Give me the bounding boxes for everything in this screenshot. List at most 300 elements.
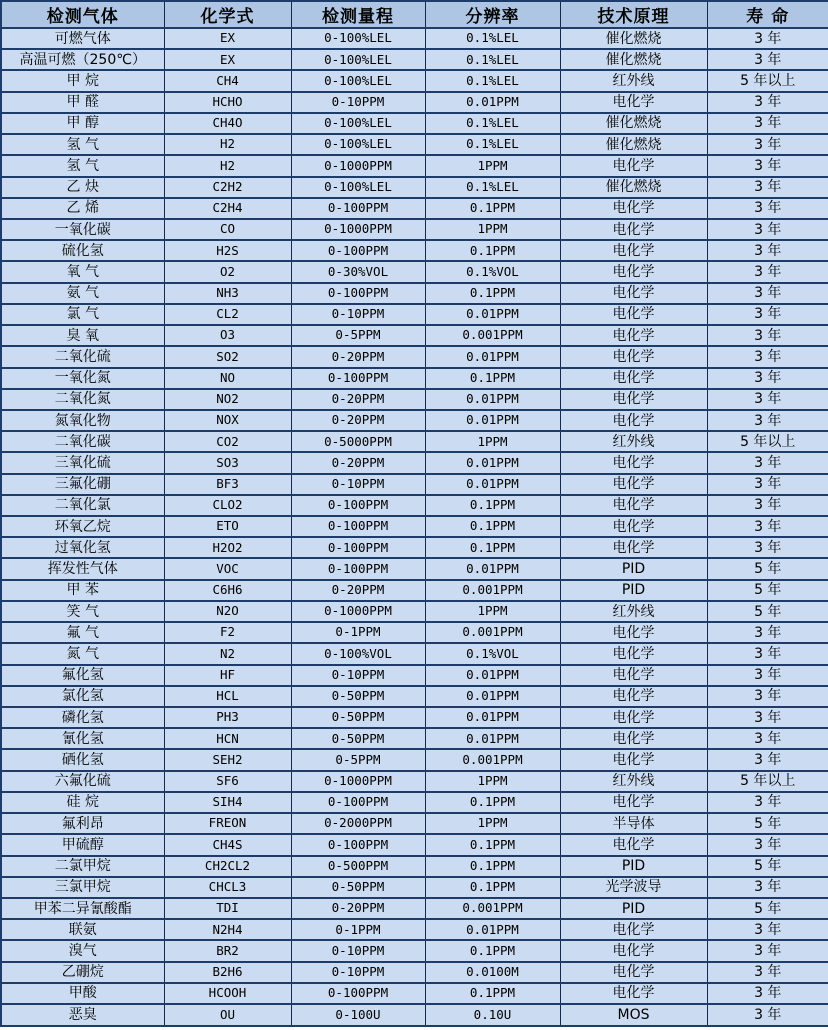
cell-detection-range: 0-10PPM: [291, 474, 425, 495]
cell-chemical-formula: HF: [164, 665, 291, 686]
cell-chemical-formula: CHCL3: [164, 877, 291, 898]
cell-chemical-formula: SO2: [164, 346, 291, 367]
cell-detection-range: 0-50PPM: [291, 877, 425, 898]
column-header-3: 分辨率: [425, 1, 560, 28]
cell-chemical-formula: SIH4: [164, 792, 291, 813]
cell-resolution: 0.01PPM: [425, 474, 560, 495]
cell-detection-range: 0-100%LEL: [291, 49, 425, 70]
table-row: [1, 304, 828, 325]
table-row: [1, 537, 828, 558]
cell-detection-range: 0-20PPM: [291, 346, 425, 367]
cell-gas-name: 笑 气: [1, 601, 164, 622]
cell-gas-name: 二氧化硫: [1, 346, 164, 367]
cell-gas-name: 恶臭: [1, 1004, 164, 1026]
cell-technology: 电化学: [560, 537, 707, 558]
cell-resolution: 0.1PPM: [425, 198, 560, 219]
cell-gas-name: 一氧化碳: [1, 219, 164, 240]
cell-lifespan: 3 年: [707, 686, 828, 707]
table-row: [1, 28, 828, 49]
cell-resolution: 0.0100M: [425, 962, 560, 983]
cell-lifespan: 3 年: [707, 389, 828, 410]
cell-detection-range: 0-500PPM: [291, 856, 425, 877]
table-row: [1, 410, 828, 431]
cell-detection-range: 0-10PPM: [291, 665, 425, 686]
table-row: [1, 665, 828, 686]
table-row: [1, 792, 828, 813]
cell-lifespan: 3 年: [707, 643, 828, 664]
cell-detection-range: 0-100%LEL: [291, 134, 425, 155]
cell-resolution: 0.01PPM: [425, 707, 560, 728]
cell-lifespan: 3 年: [707, 261, 828, 282]
cell-gas-name: 甲苯二异氰酸酯: [1, 898, 164, 919]
table-row: [1, 49, 828, 70]
cell-resolution: 0.01PPM: [425, 410, 560, 431]
cell-chemical-formula: BR2: [164, 940, 291, 961]
cell-resolution: 0.1PPM: [425, 940, 560, 961]
table-row: [1, 219, 828, 240]
cell-chemical-formula: TDI: [164, 898, 291, 919]
cell-resolution: 1PPM: [425, 219, 560, 240]
cell-technology: 电化学: [560, 474, 707, 495]
cell-lifespan: 3 年: [707, 410, 828, 431]
cell-lifespan: 3 年: [707, 665, 828, 686]
cell-gas-name: 氧 气: [1, 261, 164, 282]
cell-resolution: 0.001PPM: [425, 325, 560, 346]
cell-gas-name: 挥发性气体: [1, 558, 164, 579]
cell-gas-name: 甲酸: [1, 983, 164, 1004]
table-row: [1, 474, 828, 495]
cell-technology: PID: [560, 558, 707, 579]
cell-gas-name: 高温可燃（250℃）: [1, 49, 164, 70]
cell-technology: 电化学: [560, 919, 707, 940]
cell-technology: 催化燃烧: [560, 177, 707, 198]
table-row: [1, 177, 828, 198]
cell-detection-range: 0-100PPM: [291, 834, 425, 855]
table-row: [1, 834, 828, 855]
cell-detection-range: 0-100%VOL: [291, 643, 425, 664]
cell-gas-name: 氯化氢: [1, 686, 164, 707]
cell-lifespan: 3 年: [707, 155, 828, 176]
cell-gas-name: 可燃气体: [1, 28, 164, 49]
cell-lifespan: 3 年: [707, 325, 828, 346]
cell-detection-range: 0-10PPM: [291, 304, 425, 325]
cell-gas-name: 过氧化氢: [1, 537, 164, 558]
cell-resolution: 0.01PPM: [425, 304, 560, 325]
cell-technology: 催化燃烧: [560, 134, 707, 155]
cell-chemical-formula: SF6: [164, 771, 291, 792]
cell-lifespan: 3 年: [707, 877, 828, 898]
cell-lifespan: 5 年以上: [707, 771, 828, 792]
cell-chemical-formula: FREON: [164, 813, 291, 834]
cell-lifespan: 3 年: [707, 177, 828, 198]
cell-lifespan: 3 年: [707, 474, 828, 495]
cell-resolution: 0.01PPM: [425, 919, 560, 940]
cell-detection-range: 0-10PPM: [291, 92, 425, 113]
column-header-5: 寿 命: [707, 1, 828, 28]
cell-lifespan: 3 年: [707, 728, 828, 749]
table-row: [1, 92, 828, 113]
cell-chemical-formula: C2H4: [164, 198, 291, 219]
cell-technology: 电化学: [560, 495, 707, 516]
cell-lifespan: 5 年: [707, 601, 828, 622]
cell-gas-name: 溴气: [1, 940, 164, 961]
cell-gas-name: 联氨: [1, 919, 164, 940]
cell-detection-range: 0-5000PPM: [291, 431, 425, 452]
cell-chemical-formula: SO3: [164, 452, 291, 473]
column-header-2: 检测量程: [291, 1, 425, 28]
cell-technology: MOS: [560, 1004, 707, 1026]
table-row: [1, 601, 828, 622]
cell-chemical-formula: ETO: [164, 516, 291, 537]
cell-technology: 电化学: [560, 834, 707, 855]
cell-detection-range: 0-100PPM: [291, 558, 425, 579]
cell-technology: 电化学: [560, 346, 707, 367]
table-row: [1, 495, 828, 516]
cell-gas-name: 硫化氢: [1, 240, 164, 261]
cell-gas-name: 氰化氢: [1, 728, 164, 749]
cell-chemical-formula: N2: [164, 643, 291, 664]
cell-gas-name: 乙硼烷: [1, 962, 164, 983]
table-row: [1, 558, 828, 579]
cell-lifespan: 3 年: [707, 940, 828, 961]
table-row: [1, 919, 828, 940]
cell-chemical-formula: NH3: [164, 283, 291, 304]
cell-detection-range: 0-5PPM: [291, 749, 425, 770]
cell-resolution: 0.01PPM: [425, 389, 560, 410]
cell-chemical-formula: C6H6: [164, 580, 291, 601]
cell-technology: 红外线: [560, 601, 707, 622]
table-row: [1, 643, 828, 664]
cell-resolution: 0.01PPM: [425, 728, 560, 749]
cell-technology: 电化学: [560, 516, 707, 537]
cell-gas-name: 甲 苯: [1, 580, 164, 601]
cell-lifespan: 3 年: [707, 749, 828, 770]
cell-resolution: 0.001PPM: [425, 898, 560, 919]
table-row: [1, 1004, 828, 1026]
cell-resolution: 0.001PPM: [425, 749, 560, 770]
cell-detection-range: 0-30%VOL: [291, 261, 425, 282]
cell-lifespan: 3 年: [707, 113, 828, 134]
cell-technology: 电化学: [560, 92, 707, 113]
cell-chemical-formula: H2S: [164, 240, 291, 261]
cell-detection-range: 0-20PPM: [291, 580, 425, 601]
cell-technology: 电化学: [560, 622, 707, 643]
table-row: [1, 813, 828, 834]
cell-technology: 电化学: [560, 325, 707, 346]
cell-detection-range: 0-1000PPM: [291, 771, 425, 792]
cell-resolution: 0.1PPM: [425, 240, 560, 261]
cell-gas-name: 磷化氢: [1, 707, 164, 728]
cell-technology: 电化学: [560, 452, 707, 473]
cell-resolution: 0.1PPM: [425, 877, 560, 898]
table-row: [1, 389, 828, 410]
cell-gas-name: 氟利昂: [1, 813, 164, 834]
cell-chemical-formula: CLO2: [164, 495, 291, 516]
cell-technology: 催化燃烧: [560, 49, 707, 70]
cell-detection-range: 0-2000PPM: [291, 813, 425, 834]
cell-lifespan: 5 年: [707, 558, 828, 579]
table-row: [1, 898, 828, 919]
cell-chemical-formula: NOX: [164, 410, 291, 431]
cell-lifespan: 3 年: [707, 346, 828, 367]
cell-gas-name: 甲 醇: [1, 113, 164, 134]
cell-gas-name: 二氧化氯: [1, 495, 164, 516]
cell-chemical-formula: HCL: [164, 686, 291, 707]
cell-lifespan: 5 年以上: [707, 431, 828, 452]
cell-detection-range: 0-100%LEL: [291, 113, 425, 134]
cell-resolution: 0.1%LEL: [425, 70, 560, 91]
cell-detection-range: 0-1000PPM: [291, 601, 425, 622]
cell-gas-name: 甲硫醇: [1, 834, 164, 855]
cell-gas-name: 氮氧化物: [1, 410, 164, 431]
cell-lifespan: 3 年: [707, 707, 828, 728]
table-row: [1, 962, 828, 983]
cell-chemical-formula: H2: [164, 134, 291, 155]
cell-chemical-formula: CO: [164, 219, 291, 240]
cell-lifespan: 3 年: [707, 28, 828, 49]
cell-lifespan: 3 年: [707, 962, 828, 983]
cell-lifespan: 3 年: [707, 240, 828, 261]
cell-resolution: 0.1%LEL: [425, 134, 560, 155]
cell-detection-range: 0-50PPM: [291, 686, 425, 707]
cell-technology: 电化学: [560, 983, 707, 1004]
table-row: [1, 431, 828, 452]
cell-lifespan: 5 年: [707, 580, 828, 601]
cell-gas-name: 氢 气: [1, 134, 164, 155]
cell-resolution: 0.001PPM: [425, 580, 560, 601]
cell-detection-range: 0-10PPM: [291, 962, 425, 983]
cell-gas-name: 氯 气: [1, 304, 164, 325]
cell-resolution: 1PPM: [425, 771, 560, 792]
cell-resolution: 0.1PPM: [425, 834, 560, 855]
cell-detection-range: 0-1PPM: [291, 919, 425, 940]
cell-lifespan: 5 年: [707, 813, 828, 834]
cell-technology: 电化学: [560, 389, 707, 410]
cell-technology: 电化学: [560, 283, 707, 304]
cell-detection-range: 0-1000PPM: [291, 155, 425, 176]
cell-technology: 催化燃烧: [560, 113, 707, 134]
cell-lifespan: 3 年: [707, 537, 828, 558]
cell-detection-range: 0-10PPM: [291, 940, 425, 961]
cell-lifespan: 5 年: [707, 856, 828, 877]
cell-chemical-formula: HCN: [164, 728, 291, 749]
cell-chemical-formula: VOC: [164, 558, 291, 579]
table-row: [1, 368, 828, 389]
table-row: [1, 346, 828, 367]
cell-resolution: 0.1%LEL: [425, 28, 560, 49]
cell-chemical-formula: CO2: [164, 431, 291, 452]
cell-gas-name: 乙 烯: [1, 198, 164, 219]
cell-resolution: 0.1%VOL: [425, 643, 560, 664]
cell-gas-name: 乙 炔: [1, 177, 164, 198]
column-header-4: 技术原理: [560, 1, 707, 28]
cell-chemical-formula: CH2CL2: [164, 856, 291, 877]
cell-chemical-formula: NO: [164, 368, 291, 389]
cell-resolution: 1PPM: [425, 813, 560, 834]
cell-chemical-formula: SEH2: [164, 749, 291, 770]
table-head: [1, 1, 828, 28]
cell-resolution: 0.1%LEL: [425, 177, 560, 198]
cell-gas-name: 六氟化硫: [1, 771, 164, 792]
table-row: [1, 707, 828, 728]
column-header-0: 检测气体: [1, 1, 164, 28]
cell-resolution: 0.1PPM: [425, 792, 560, 813]
cell-gas-name: 硒化氢: [1, 749, 164, 770]
cell-resolution: 0.1PPM: [425, 495, 560, 516]
cell-technology: 电化学: [560, 940, 707, 961]
cell-lifespan: 3 年: [707, 792, 828, 813]
cell-lifespan: 3 年: [707, 304, 828, 325]
cell-lifespan: 3 年: [707, 368, 828, 389]
cell-chemical-formula: H2: [164, 155, 291, 176]
cell-detection-range: 0-100%LEL: [291, 177, 425, 198]
cell-lifespan: 3 年: [707, 495, 828, 516]
cell-chemical-formula: CH4S: [164, 834, 291, 855]
cell-resolution: 0.1PPM: [425, 983, 560, 1004]
table-row: [1, 856, 828, 877]
cell-detection-range: 0-20PPM: [291, 389, 425, 410]
cell-detection-range: 0-100PPM: [291, 368, 425, 389]
cell-chemical-formula: EX: [164, 49, 291, 70]
cell-detection-range: 0-100%LEL: [291, 28, 425, 49]
cell-lifespan: 3 年: [707, 919, 828, 940]
cell-gas-name: 氮 气: [1, 643, 164, 664]
cell-technology: 红外线: [560, 70, 707, 91]
cell-lifespan: 3 年: [707, 49, 828, 70]
cell-detection-range: 0-100PPM: [291, 792, 425, 813]
cell-technology: 红外线: [560, 431, 707, 452]
cell-resolution: 0.1PPM: [425, 368, 560, 389]
cell-detection-range: 0-100%LEL: [291, 70, 425, 91]
cell-technology: 电化学: [560, 643, 707, 664]
cell-detection-range: 0-100PPM: [291, 495, 425, 516]
table-row: [1, 516, 828, 537]
cell-technology: 催化燃烧: [560, 28, 707, 49]
cell-gas-name: 氟 气: [1, 622, 164, 643]
cell-chemical-formula: F2: [164, 622, 291, 643]
table-row: [1, 940, 828, 961]
cell-resolution: 0.01PPM: [425, 452, 560, 473]
cell-chemical-formula: NO2: [164, 389, 291, 410]
cell-resolution: 0.01PPM: [425, 558, 560, 579]
cell-chemical-formula: EX: [164, 28, 291, 49]
cell-chemical-formula: PH3: [164, 707, 291, 728]
table-row: [1, 983, 828, 1004]
table-row: [1, 728, 828, 749]
cell-lifespan: 3 年: [707, 983, 828, 1004]
cell-resolution: 0.01PPM: [425, 346, 560, 367]
table-row: [1, 877, 828, 898]
cell-resolution: 0.1%LEL: [425, 49, 560, 70]
cell-technology: 电化学: [560, 240, 707, 261]
cell-chemical-formula: N2O: [164, 601, 291, 622]
table-row: [1, 452, 828, 473]
cell-chemical-formula: C2H2: [164, 177, 291, 198]
cell-lifespan: 3 年: [707, 834, 828, 855]
cell-resolution: 0.001PPM: [425, 622, 560, 643]
cell-resolution: 1PPM: [425, 431, 560, 452]
cell-chemical-formula: N2H4: [164, 919, 291, 940]
cell-gas-name: 氟化氢: [1, 665, 164, 686]
cell-technology: PID: [560, 856, 707, 877]
cell-lifespan: 3 年: [707, 452, 828, 473]
cell-technology: 电化学: [560, 368, 707, 389]
cell-chemical-formula: CH4O: [164, 113, 291, 134]
cell-gas-name: 三氯甲烷: [1, 877, 164, 898]
cell-detection-range: 0-50PPM: [291, 728, 425, 749]
cell-gas-name: 氢 气: [1, 155, 164, 176]
cell-technology: 电化学: [560, 155, 707, 176]
cell-gas-name: 臭 氧: [1, 325, 164, 346]
cell-technology: 电化学: [560, 686, 707, 707]
cell-detection-range: 0-20PPM: [291, 898, 425, 919]
cell-lifespan: 3 年: [707, 198, 828, 219]
table-row: [1, 580, 828, 601]
table-row: [1, 283, 828, 304]
cell-resolution: 0.1%LEL: [425, 113, 560, 134]
cell-resolution: 1PPM: [425, 601, 560, 622]
cell-technology: 电化学: [560, 198, 707, 219]
cell-detection-range: 0-100PPM: [291, 516, 425, 537]
cell-gas-name: 三氟化硼: [1, 474, 164, 495]
cell-technology: PID: [560, 898, 707, 919]
cell-technology: 电化学: [560, 728, 707, 749]
cell-chemical-formula: HCHO: [164, 92, 291, 113]
table-row: [1, 198, 828, 219]
cell-technology: 电化学: [560, 707, 707, 728]
table-body: [1, 28, 828, 1026]
cell-detection-range: 0-100PPM: [291, 283, 425, 304]
table-row: [1, 325, 828, 346]
cell-resolution: 0.10U: [425, 1004, 560, 1026]
cell-gas-name: 二氧化氮: [1, 389, 164, 410]
cell-resolution: 0.1PPM: [425, 283, 560, 304]
cell-technology: 电化学: [560, 749, 707, 770]
cell-resolution: 0.1PPM: [425, 856, 560, 877]
cell-resolution: 1PPM: [425, 155, 560, 176]
cell-gas-name: 甲 烷: [1, 70, 164, 91]
cell-technology: 电化学: [560, 261, 707, 282]
cell-resolution: 0.1%VOL: [425, 261, 560, 282]
cell-detection-range: 0-100PPM: [291, 198, 425, 219]
cell-technology: 电化学: [560, 219, 707, 240]
cell-chemical-formula: CL2: [164, 304, 291, 325]
cell-resolution: 0.01PPM: [425, 92, 560, 113]
column-header-1: 化学式: [164, 1, 291, 28]
table-row: [1, 70, 828, 91]
cell-chemical-formula: HCOOH: [164, 983, 291, 1004]
cell-technology: 电化学: [560, 962, 707, 983]
table-row: [1, 261, 828, 282]
cell-lifespan: 5 年: [707, 898, 828, 919]
cell-chemical-formula: BF3: [164, 474, 291, 495]
table-row: [1, 155, 828, 176]
cell-gas-name: 甲 醛: [1, 92, 164, 113]
cell-lifespan: 3 年: [707, 219, 828, 240]
cell-detection-range: 0-100PPM: [291, 983, 425, 1004]
cell-technology: 红外线: [560, 771, 707, 792]
cell-chemical-formula: OU: [164, 1004, 291, 1026]
cell-chemical-formula: CH4: [164, 70, 291, 91]
header-row: [1, 1, 828, 28]
cell-lifespan: 3 年: [707, 622, 828, 643]
cell-technology: PID: [560, 580, 707, 601]
cell-chemical-formula: B2H6: [164, 962, 291, 983]
cell-technology: 电化学: [560, 665, 707, 686]
cell-technology: 电化学: [560, 304, 707, 325]
cell-detection-range: 0-100U: [291, 1004, 425, 1026]
table-row: [1, 771, 828, 792]
